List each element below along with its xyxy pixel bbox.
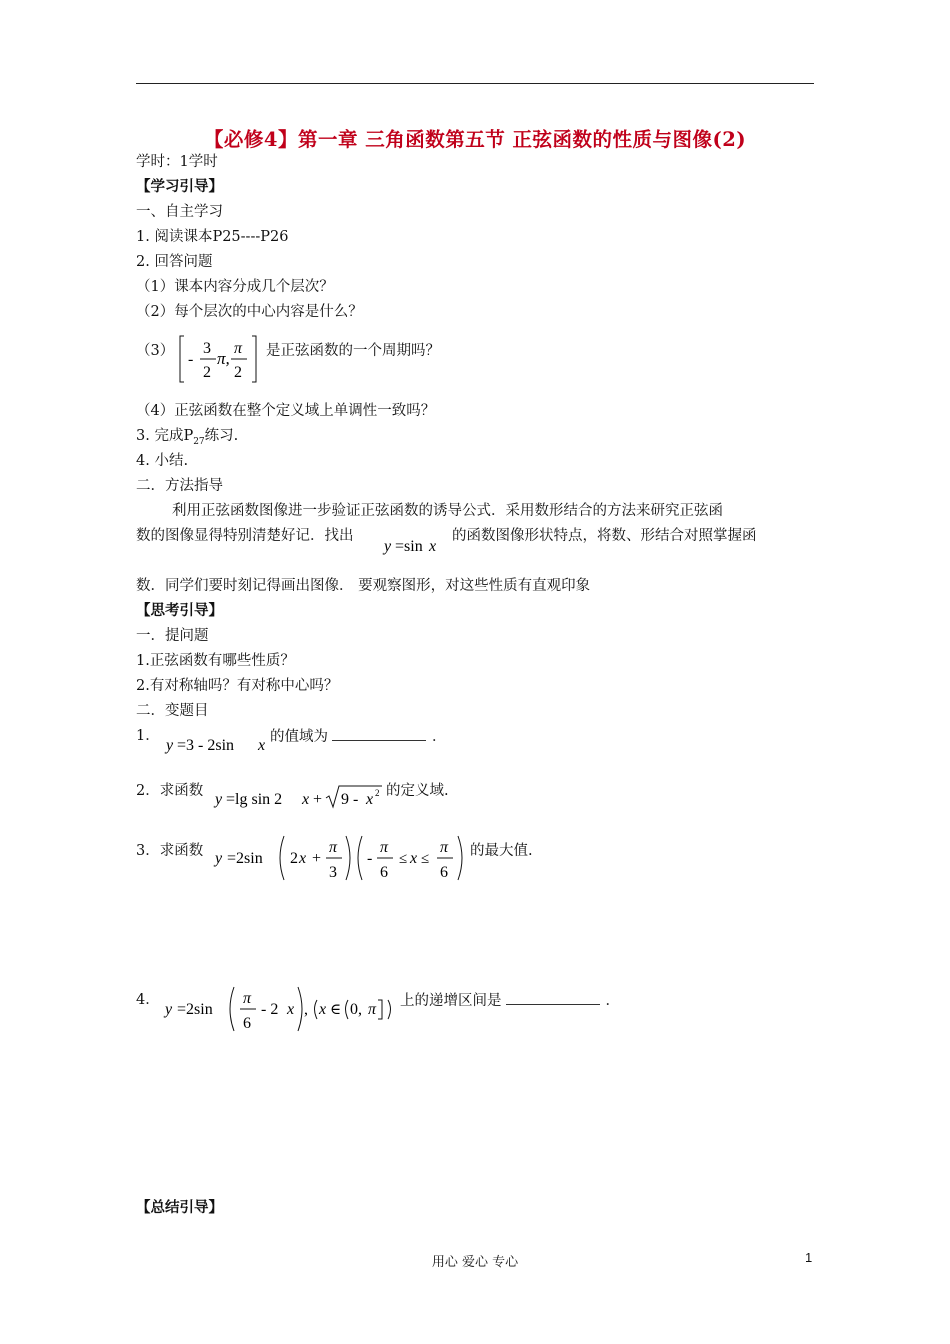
- formula-variant-2: [212, 780, 384, 810]
- page-number: 1: [805, 1250, 813, 1265]
- step-read-textbook: 1. 阅读课本P25----P26: [136, 229, 289, 245]
- svg-text:-: -: [188, 351, 194, 368]
- header-rule: [136, 83, 814, 84]
- formula-variant-1: [164, 734, 272, 756]
- svg-text:2: 2: [375, 788, 380, 798]
- question-2: （2）每个层次的中心内容是什么？: [136, 304, 363, 320]
- svg-text:=2sin: =2sin: [177, 1001, 213, 1018]
- subheading-ask-questions: 一．提问题: [136, 628, 209, 644]
- svg-text:=3 - 2sin: =3 - 2sin: [177, 737, 235, 754]
- svg-text:π: π: [234, 340, 243, 357]
- page-footer: 用心 爱心 专心: [431, 1255, 519, 1270]
- subheading-self-study: 一、自主学习: [136, 204, 223, 220]
- interval-formula: [176, 333, 262, 385]
- variant-3-number: 3．求函数: [136, 843, 204, 859]
- svg-text:6: 6: [440, 864, 448, 881]
- section-heading-thinking-guide: 【思考引导】: [136, 602, 223, 619]
- step-exercise: 3. 完成$P_{27}$练习.: [136, 428, 239, 447]
- variant-1-number: 1．: [136, 728, 160, 744]
- method-paragraph-line-2b: 的函数图像形状特点，将数、形结合对照掌握函: [452, 528, 757, 544]
- variant-1-text: 的值域为 ．: [270, 726, 447, 747]
- variant-4-text: 上的递增区间是 ．: [400, 990, 620, 1011]
- svg-text:x: x: [429, 538, 437, 555]
- svg-text:2: 2: [234, 364, 242, 381]
- formula-variant-3: [212, 830, 468, 886]
- svg-text:3: 3: [329, 864, 337, 881]
- svg-text:x: x: [302, 791, 310, 808]
- method-paragraph-line-2a: 数的图像显得特别清楚好记．找出: [136, 528, 354, 544]
- svg-text:π: π: [380, 839, 389, 856]
- svg-text:≤: ≤: [421, 851, 430, 867]
- svg-text:9 -: 9 -: [341, 791, 359, 808]
- svg-text:,: ,: [304, 1001, 308, 1018]
- svg-text:x: x: [299, 850, 307, 867]
- method-paragraph-line-3: 数．同学们要时刻记得画出图像． 要观察图形，对这些性质有直观印象: [136, 578, 591, 594]
- formula-y-sinx: [382, 535, 450, 557]
- svg-text:≤: ≤: [399, 851, 408, 867]
- subheading-variants: 二．变题目: [136, 703, 209, 719]
- svg-text:π: π: [329, 839, 338, 856]
- question-3-text: 是正弦函数的一个周期吗？: [266, 343, 440, 359]
- page-title: 【必修4】第一章 三角函数第五节 正弦函数的性质与图像(2): [203, 128, 747, 151]
- svg-text:x: x: [319, 1001, 327, 1018]
- variant-4-number: 4．: [136, 992, 160, 1008]
- variant-2-number: 2．求函数: [136, 783, 204, 799]
- svg-text:- 2: - 2: [261, 1001, 279, 1018]
- question-1: （1）课本内容分成几个层次？: [136, 279, 334, 295]
- step-summary: 4. 小结.: [136, 453, 189, 469]
- svg-text:6: 6: [380, 864, 388, 881]
- method-paragraph-line-1: 利用正弦函数图像进一步验证正弦函数的诱导公式．采用数形结合的方法来研究正弦函: [172, 503, 723, 519]
- answer-blank-1[interactable]: [332, 726, 426, 741]
- svg-text:2: 2: [203, 364, 211, 381]
- svg-text:π: π: [368, 1001, 377, 1018]
- subheading-method: 二．方法指导: [136, 478, 223, 494]
- svg-text:y: y: [215, 850, 223, 867]
- question-4: （4）正弦函数在整个定义域上单调性一致吗？: [136, 403, 436, 419]
- svg-text:x: x: [410, 850, 418, 867]
- svg-text:π: π: [440, 839, 449, 856]
- svg-text:-: -: [367, 850, 373, 867]
- question-3-label: （3）: [136, 343, 175, 359]
- svg-text:y: y: [215, 791, 223, 808]
- section-heading-summary-guide: 【总结引导】: [136, 1199, 223, 1216]
- section-heading-study-guide: 【学习引导】: [136, 178, 223, 195]
- step-answer-questions: 2. 回答问题: [136, 254, 213, 270]
- formula-variant-4: [162, 981, 400, 1037]
- svg-text:x: x: [258, 737, 266, 754]
- svg-text:y: y: [384, 538, 392, 555]
- svg-text:π,: π,: [217, 349, 230, 368]
- think-question-2: 2.有对称轴吗？有对称中心吗？: [136, 678, 339, 694]
- svg-text:∈: ∈: [330, 1002, 342, 1018]
- svg-text:2: 2: [290, 850, 298, 867]
- svg-text:0,: 0,: [350, 1001, 362, 1018]
- variant-2-text: 的定义域.: [386, 783, 449, 799]
- svg-text:y: y: [166, 737, 174, 754]
- svg-text:3: 3: [203, 340, 211, 357]
- svg-text:x: x: [366, 791, 374, 808]
- think-question-1: 1.正弦函数有哪些性质？: [136, 653, 295, 669]
- study-hours: 学时：1学时: [136, 154, 218, 170]
- variant-3-text: 的最大值.: [470, 843, 533, 859]
- svg-text:6: 6: [243, 1015, 251, 1032]
- svg-text:=sin: =sin: [395, 538, 423, 555]
- answer-blank-4[interactable]: [506, 990, 600, 1005]
- svg-text:=lg sin 2: =lg sin 2: [226, 791, 283, 808]
- svg-text:π: π: [243, 990, 252, 1007]
- svg-text:+: +: [312, 850, 322, 867]
- svg-text:+: +: [313, 791, 323, 808]
- svg-text:x: x: [287, 1001, 295, 1018]
- svg-text:y: y: [165, 1001, 173, 1018]
- svg-text:=2sin: =2sin: [227, 850, 263, 867]
